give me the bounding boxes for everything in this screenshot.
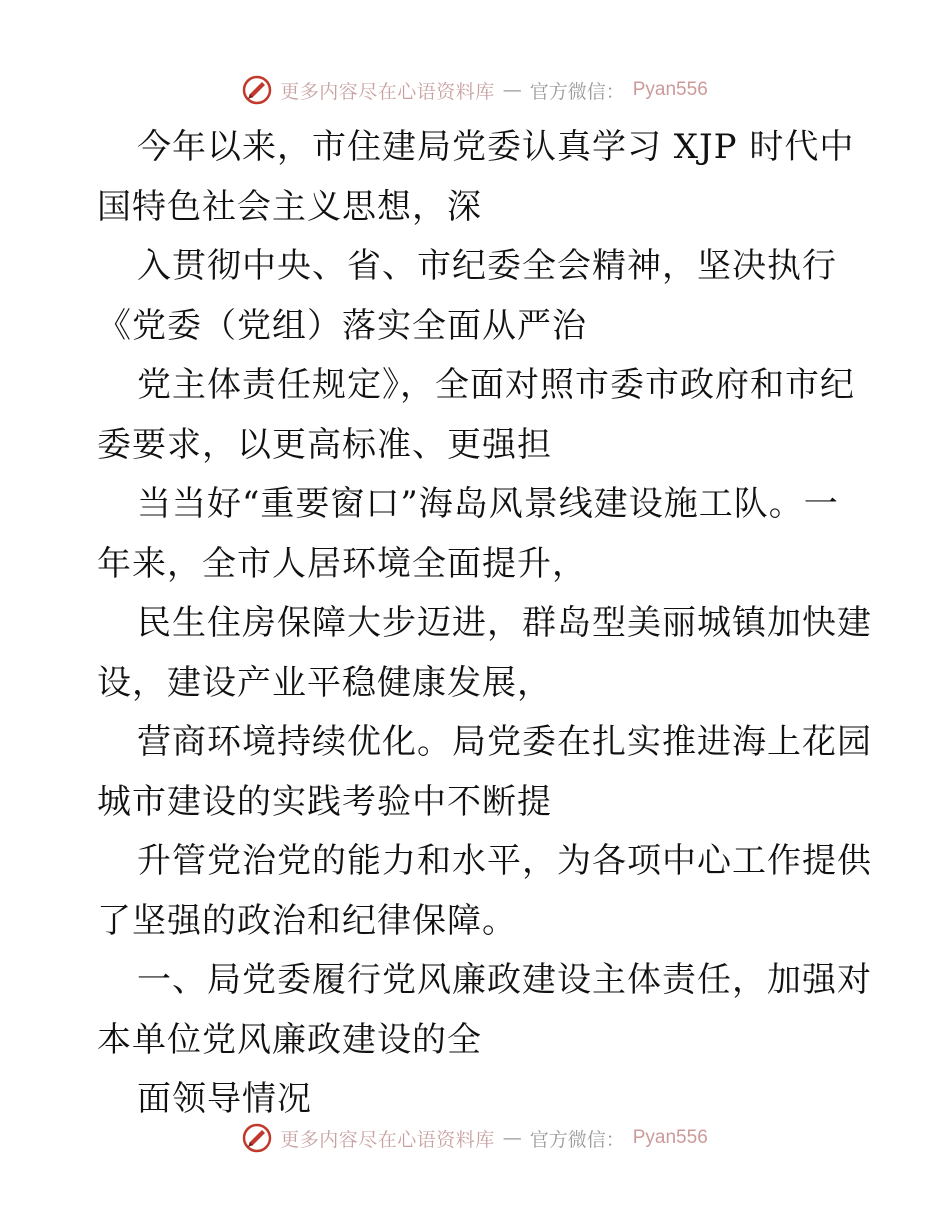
- document-line: 今年以来，市住建局党委认真学习 XJP 时代中: [137, 127, 855, 167]
- document-line: 升管党治党的能力和水平，为各项中心工作提供: [137, 841, 872, 881]
- document-line: 设，建设产业平稳健康发展，: [97, 662, 552, 703]
- watermark-separator: —: [502, 1127, 522, 1149]
- document-line: 国特色社会主义思想，深: [97, 186, 482, 227]
- document-line: 年来，全市人居环境全面提升，: [97, 543, 587, 584]
- document-line: 《党委（党组）落实全面从严治: [97, 305, 587, 346]
- document-line: 民生住房保障大步迈进，群岛型美丽城镇加快建: [137, 603, 872, 643]
- watermark-sub-text: 官方微信：: [529, 80, 625, 103]
- document-line: 入贯彻中央、省、市纪委全会精神，坚决执行: [137, 246, 837, 286]
- watermark-sub-text: 官方微信：: [529, 1128, 625, 1151]
- document-line: 本单位党风廉政建设的全: [97, 1019, 482, 1060]
- footer-watermark: [0, 1118, 950, 1158]
- document-body: [97, 118, 872, 1130]
- watermark-wechat-id: Pyan556: [632, 79, 708, 100]
- document-line: 营商环境持续优化。局党委在扎实推进海上花园: [137, 722, 872, 762]
- document-line: 面领导情况: [137, 1079, 312, 1119]
- book-pen-logo-icon: [242, 75, 272, 105]
- document-line: 当当好“重要窗口”海岛风景线建设施工队。一: [137, 484, 839, 524]
- book-pen-logo-icon: [242, 1123, 272, 1153]
- header-watermark: [0, 70, 950, 110]
- watermark-main-text: 更多内容尽在心语资料库: [280, 80, 495, 103]
- document-line: 一、局党委履行党风廉政建设主体责任，加强对: [137, 960, 872, 1000]
- watermark-wechat-id: Pyan556: [632, 1127, 708, 1148]
- document-line: 了坚强的政治和纪律保障。: [97, 900, 517, 941]
- watermark-separator: —: [502, 79, 522, 101]
- document-line: 城市建设的实践考验中不断提: [97, 781, 552, 822]
- document-line: 委要求，以更高标准、更强担: [97, 424, 552, 465]
- document-line: 党主体责任规定》，全面对照市委市政府和市纪: [137, 365, 855, 405]
- watermark-main-text: 更多内容尽在心语资料库: [280, 1128, 495, 1151]
